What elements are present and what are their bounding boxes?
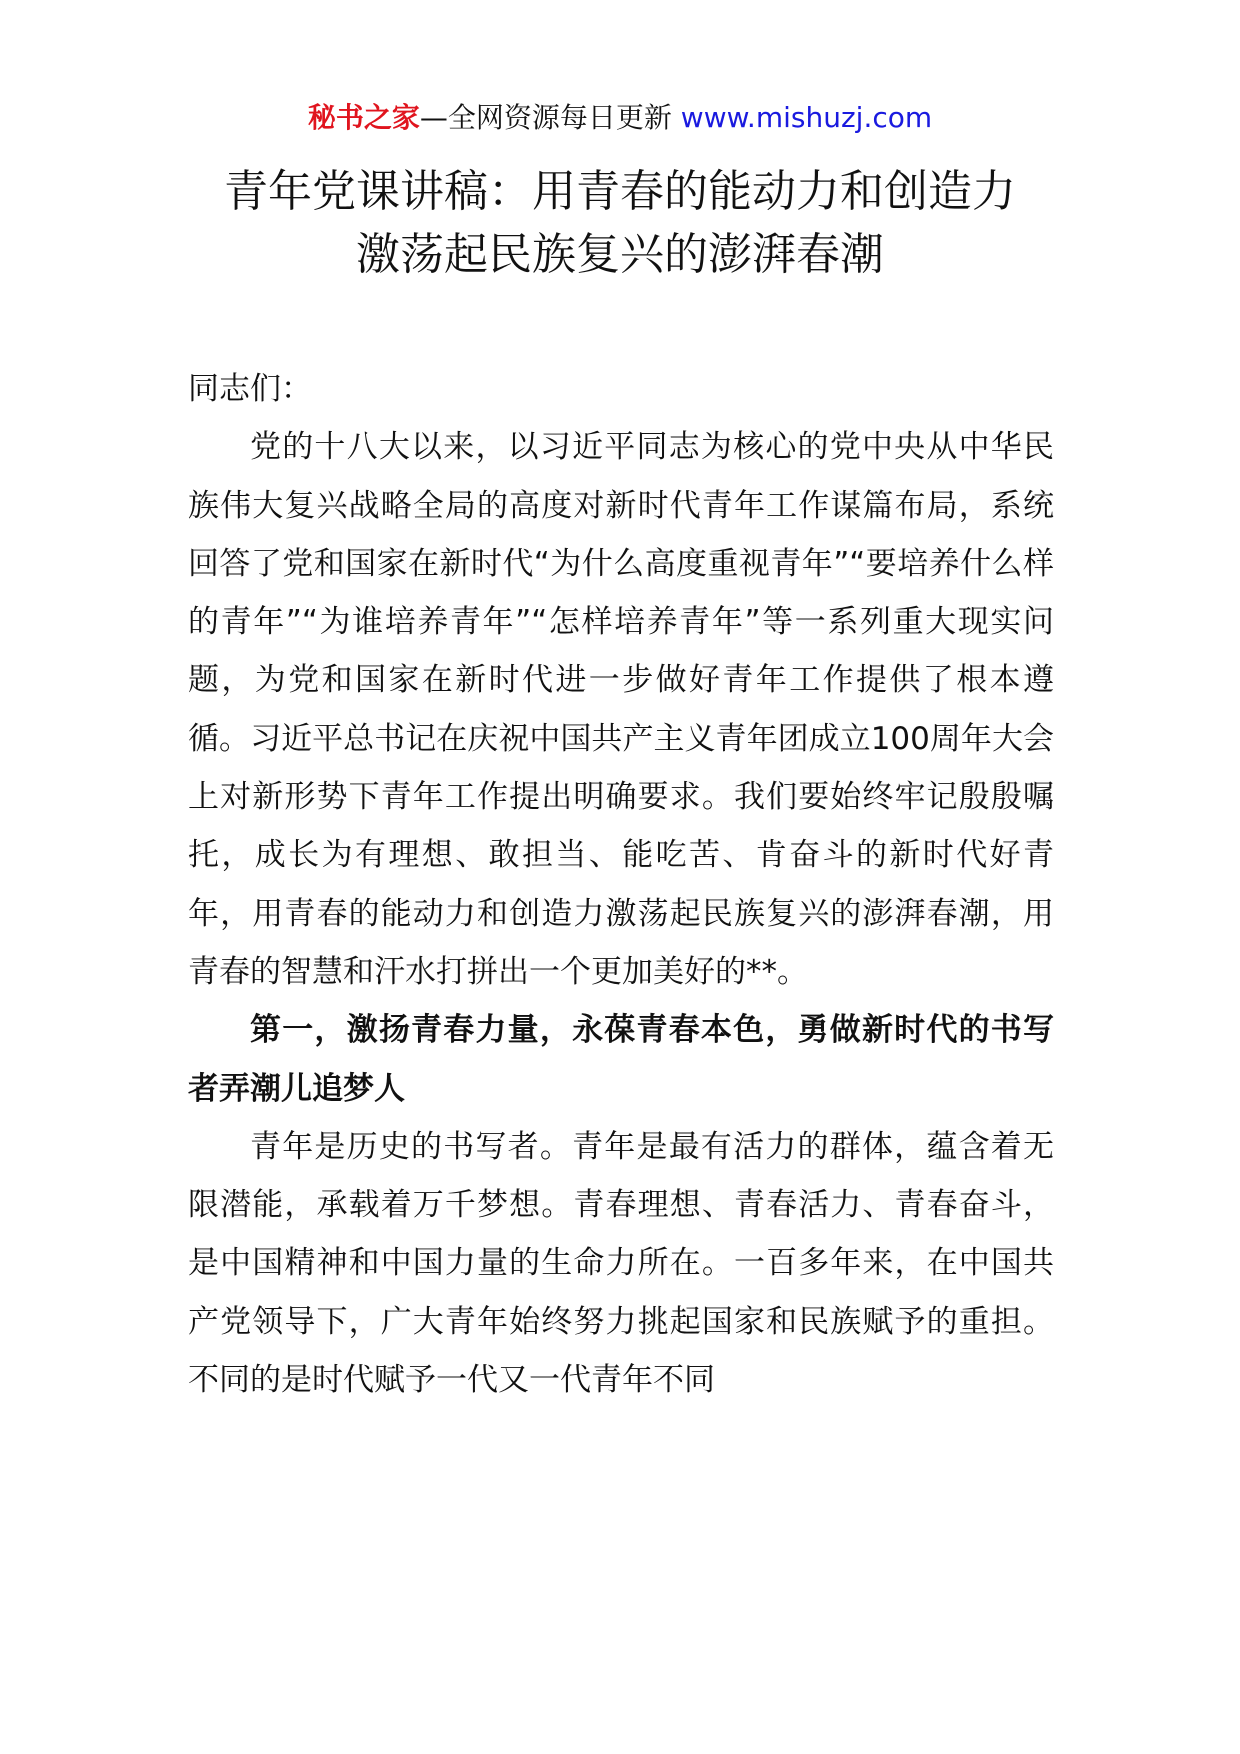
- site-slogan: —全网资源每日更新: [419, 101, 672, 134]
- body-paragraph-intro: 党的十八大以来，以习近平同志为核心的党中央从中华民族伟大复兴战略全局的高度对新时代青年工作谋篇布局，系统回答了党和国家在新时代“为什么高度重视青年”“要培养什么样的青年”“为谁培养青年”“怎样培养青年”等一系列重大现实问题，为党和国家在新时代进一步做好青年工作提供了根本遵循。习近平总书记在庆祝中国共产主义青年团成立100周年大会上对新形势下青年工作提出明确要求。我们要始终牢记殷殷嘱托，成长为有理想、敢担当、能吃苦、肯奋斗的新时代好青年，用青春的能动力和创造力激荡起民族复兴的澎湃春潮，用青春的智慧和汗水打拼出一个更加美好的**。: [188, 429, 1054, 990]
- salutation: 同志们：: [188, 371, 312, 407]
- document-title-line-2: 激荡起民族复兴的澎湃春潮: [356, 229, 884, 280]
- site-header: [0, 98, 1240, 138]
- document-title: [0, 160, 1240, 286]
- site-url-link[interactable]: www.mishuzj.com: [680, 101, 933, 134]
- document-body: [188, 360, 1054, 1409]
- site-brand-name: 秘书之家: [307, 101, 420, 134]
- body-paragraph-section-one: 青年是历史的书写者。青年是最有活力的群体，蕴含着无限潜能，承载着万千梦想。青春理想、青春活力、青春奋斗，是中国精神和中国力量的生命力所在。一百多年来，在中国共产党领导下，广大青年始终努力挑起国家和民族赋予的重担。不同的是时代赋予一代又一代青年不同: [188, 1128, 1054, 1399]
- document-title-line-1: 青年党课讲稿：用青春的能动力和创造力: [224, 166, 1016, 217]
- section-heading-first: 第一，激扬青春力量，永葆青春本色，勇做新时代的书写者弄潮儿追梦人: [188, 1012, 1054, 1107]
